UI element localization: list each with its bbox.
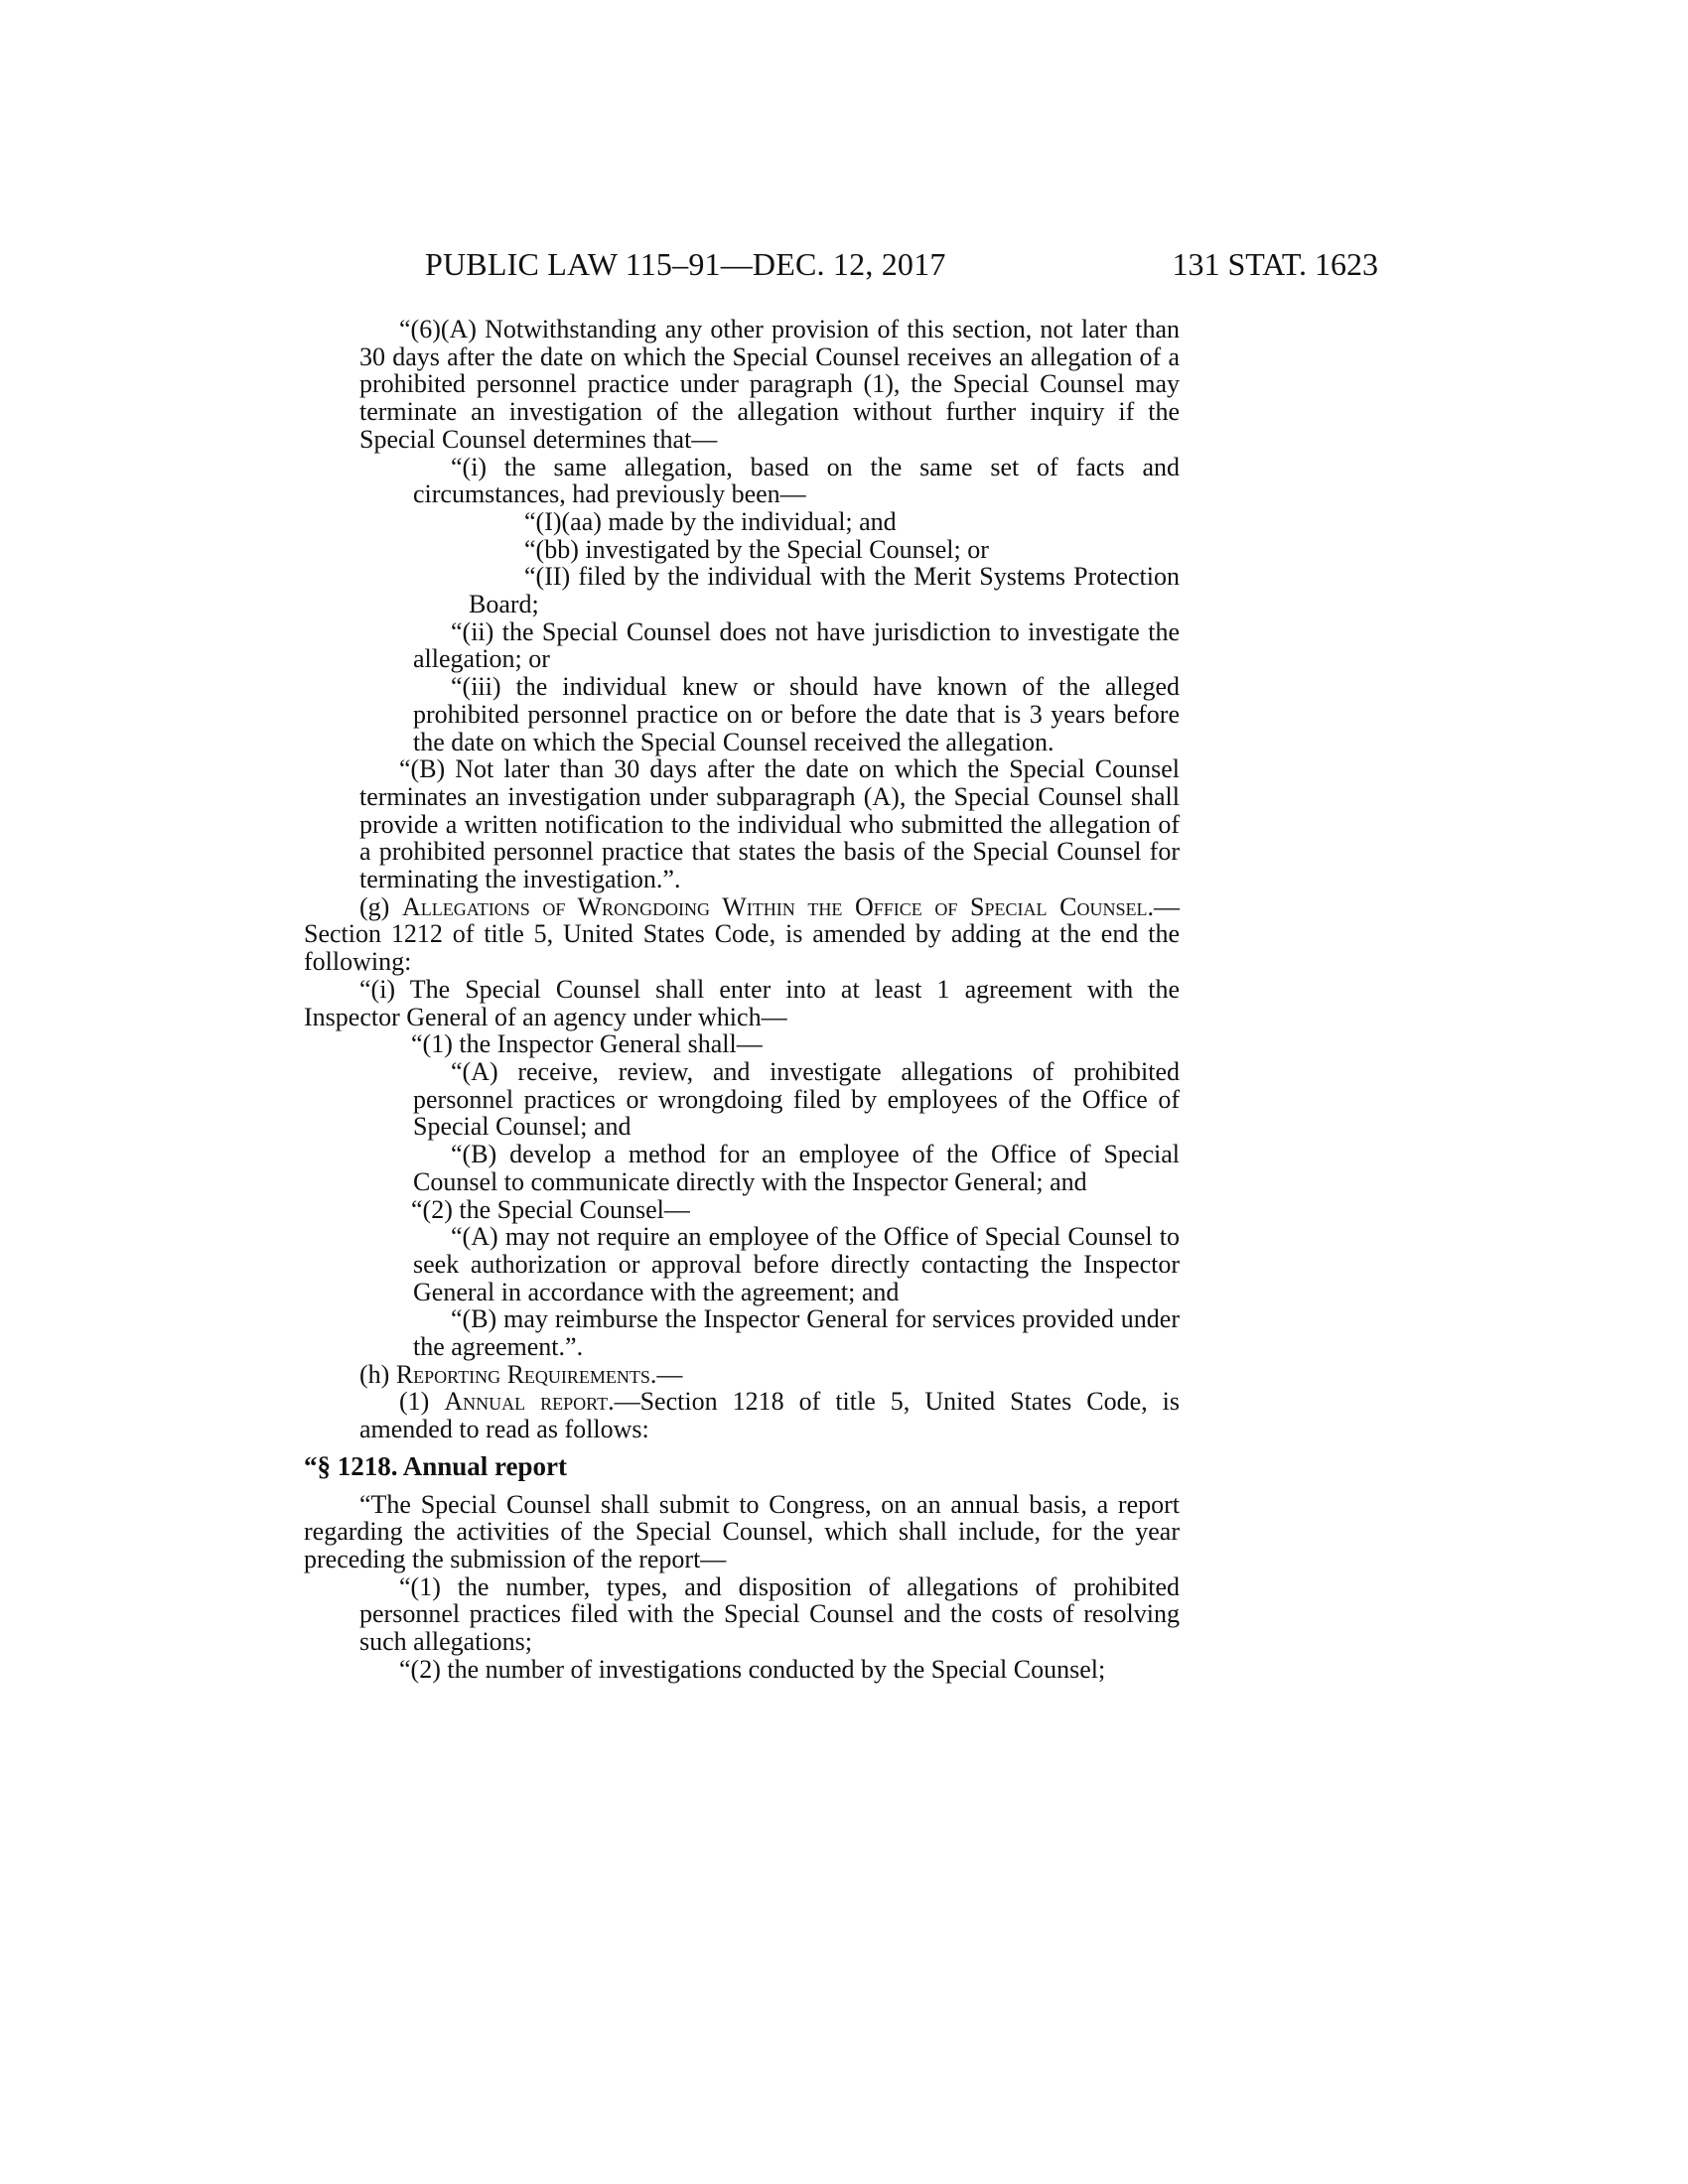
clause-i: “(i) the same allegation, based on the same set of facts and circumstances, had previously been— xyxy=(413,452,1180,509)
clause-ii: “(ii) the Special Counsel does not have jurisdiction to investigate the allegation; or xyxy=(413,616,1180,674)
h1-heading: Annual report. xyxy=(444,1387,615,1417)
header-law-citation: PUBLIC LAW 115–91—DEC. 12, 2017 xyxy=(425,246,946,282)
section-1218-heading: “§ 1218. Annual report xyxy=(304,1450,568,1481)
subsection-h xyxy=(359,1361,1180,1389)
subsection-g xyxy=(304,893,1180,976)
subsection-h-paragraph-1 xyxy=(359,1388,1180,1442)
item-bb: “(bb) investigated by the Special Counsel; or xyxy=(524,534,989,564)
subsection-g-prefix: (g) xyxy=(359,891,402,921)
page-header xyxy=(425,246,1378,286)
subsection-h-heading: Reporting Requirements. xyxy=(395,1359,657,1389)
subsection-i-agreement: “(i) The Special Counsel shall enter into at least 1 agreement with the Inspector General of an agency under which— xyxy=(304,974,1180,1031)
subparagraph-2a: “(A) may not require an employee of the Office of Special Counsel to seek authorization or approval before directly contacting the Inspector General in accordance with the agreement; and xyxy=(413,1222,1180,1306)
subsection-h-dash: — xyxy=(656,1359,683,1389)
subclause-i-aa: “(I)(aa) made by the individual; and xyxy=(524,506,897,536)
subparagraph-1b: “(B) develop a method for an employee of the Office of Special Counsel to communicate directly with the Inspector General; and xyxy=(413,1140,1180,1196)
subparagraph-2b: “(B) may reimburse the Inspector General for services provided under the agreement.”. xyxy=(413,1304,1180,1362)
header-stat-page: 131 STAT. 1623 xyxy=(1172,246,1378,282)
paragraph-1-inspector: “(1) the Inspector General shall— xyxy=(411,1029,763,1059)
report-item-2: “(2) the number of investigations conducted by the Special Counsel; xyxy=(399,1654,1106,1684)
annual-report-text: “The Special Counsel shall submit to Congress, on an annual basis, a report regarding the activities of the Special Counsel, which shall include, for the year preceding the submission of the report— xyxy=(304,1489,1180,1573)
subsection-g-heading: Allegations of Wrongdoing Within the Office of Special Counsel. xyxy=(401,891,1154,921)
clause-iii: “(iii) the individual knew or should have known of the alleged prohibited personnel practice on or before the date that is 3 years before the date on which the Special Counsel received the allegation. xyxy=(413,672,1180,756)
h1-prefix: (1) xyxy=(399,1387,445,1417)
subparagraph-1a: “(A) receive, review, and investigate allegations of prohibited personnel practices or wrongdoing filed by employees of the Office of Special Counsel; and xyxy=(413,1056,1180,1142)
h1-text: —Section 1218 of title 5, United States Code, is amended to read as follows: xyxy=(359,1387,1180,1444)
paragraph-6b: “(B) Not later than 30 days after the date on which the Special Counsel terminates an investigation under subparagraph (A), the Special Counsel shall provide a written notification to the individual who submitted the allegation of a prohibited personnel practice that states the basis of the Special Counsel for terminating the investigation.”. xyxy=(359,754,1180,894)
report-item-1: “(1) the number, types, and disposition of allegations of prohibited personnel practices filed with the Special Counsel and the costs of resolving such allegations; xyxy=(359,1571,1180,1657)
subsection-g-text: —Section 1212 of title 5, United States Code, is amended by adding at the end the following: xyxy=(304,891,1180,977)
paragraph-2-special-counsel: “(2) the Special Counsel— xyxy=(411,1194,690,1224)
paragraph-6a: “(6)(A) Notwithstanding any other provision of this section, not later than 30 days after the date on which the Special Counsel receives an allegation of a prohibited personnel practice under paragraph (1), the Special Counsel may terminate an investigation of the allegation without further inquiry if the Special Counsel determines that— xyxy=(359,315,1180,454)
subclause-ii: “(II) filed by the individual with the Merit Systems Protection Board; xyxy=(469,562,1180,619)
subsection-h-prefix: (h) xyxy=(359,1359,396,1389)
document-body xyxy=(0,316,1688,1683)
